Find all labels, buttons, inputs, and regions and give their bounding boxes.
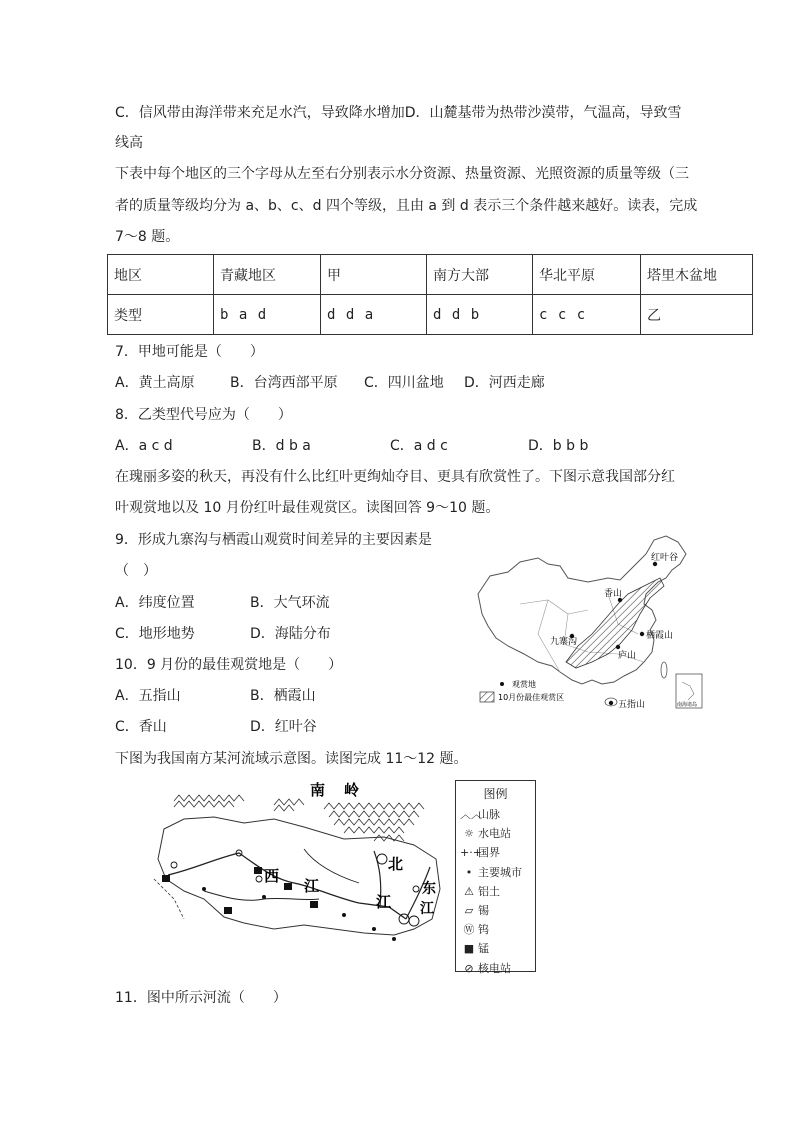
national-border [154,879,184,919]
question-11-stem: 11．图中所示河流（ ） [115,990,287,1006]
q10-option-d[interactable]: D．红叶谷 [250,719,317,735]
legend-area-icon [480,692,494,702]
legend-item: ⊘ 核电站 [460,959,522,978]
river-basin-map [144,779,452,971]
table-header-row [108,255,753,295]
label-lushan: 庐山 [618,651,637,661]
table-intro-line3: 7～8 题。 [115,229,180,245]
label-jiang-dong: 江 [420,901,434,917]
legend-item: +·+国界 [460,843,522,862]
tungsten-icon: Ⓦ [463,923,475,937]
table-cell: 类型 [108,295,214,335]
passage-line1: 在瑰丽多姿的秋天，再没有什么比红叶更绚灿夺目、更具有欣赏性了。下图示意我国部分红 [115,469,675,485]
question-10-stem: 10．9 月份的最佳观赏地是（ ） [115,657,343,673]
table-cell: d d a [321,295,427,335]
label-hongyegu: 红叶谷 [651,553,679,563]
china-red-leaf-map [468,534,708,716]
text-line: 线高 [115,135,143,151]
table-cell: b a d [214,295,321,335]
label-qixiashan: 栖霞山 [646,631,674,641]
table-cell: d d b [427,295,533,335]
mountain-icon: ︿︿ [460,808,482,821]
q10-option-a[interactable]: A．五指山 [115,688,181,704]
legend-item: Ⓦ 钨 [460,920,522,939]
q8-option-c[interactable]: C．a d c [390,438,448,454]
table-intro-line2: 者的质量等级均分为 a、b、c、d 四个等级，且由 a 到 d 表示三个条件越来越好。读表，完成 [115,198,698,214]
label-jiuzhaigou: 九寨沟 [550,637,578,647]
legend-item: • 主要城市 [460,863,522,882]
q7-option-c[interactable]: C．四川盆地 [364,375,444,391]
bauxite-icon: ⚠ [464,884,474,898]
legend-item: ⚠ 铝土 [460,882,522,901]
q9-option-d[interactable]: D．海陆分布 [250,626,331,642]
legend-title: 图例 [483,787,508,801]
label-ling: 岭 [344,781,360,799]
nuclear-icon: ⊘ [464,961,474,975]
legend-area-label: 10月份最佳观赏区 [498,693,565,702]
table-cell: 青藏地区 [214,255,321,295]
q9-option-a[interactable]: A．纬度位置 [115,595,195,611]
q10-option-b[interactable]: B．栖霞山 [250,688,316,704]
basin-outline [158,817,440,935]
hydropower-icons [171,850,419,892]
resource-table [107,254,753,335]
river-map-legend [455,780,536,975]
q7-option-d[interactable]: D．河西走廊 [464,375,545,391]
q7-option-a[interactable]: A．黄土高原 [115,375,195,391]
table-cell: 地区 [108,255,214,295]
table-intro-line1: 下表中每个地区的三个字母从左至右分别表示水分资源、热量资源、光照资源的质量等级（三 [115,166,689,182]
q8-option-a[interactable]: A．a c d [115,438,173,454]
legend-item: ︿︿山脉 [460,805,522,824]
table-cell: c c c [533,295,641,335]
question-7-stem: 7．甲地可能是（ ） [115,344,264,360]
table-cell: 华北平原 [533,255,641,295]
q9-option-b[interactable]: B．大气环流 [250,595,330,611]
label-xi: 西 [264,867,280,885]
table-row [108,295,753,335]
legend-point-icon [500,682,504,686]
label-xiangshan: 香山 [604,589,623,599]
q8-option-b[interactable]: B．d b a [252,438,311,454]
q10-option-c[interactable]: C．香山 [115,719,167,735]
table-cell: 甲 [321,255,427,295]
manganese-icon: ■ [463,942,475,956]
question-8-stem: 8．乙类型代号应为（ ） [115,407,292,423]
question-9-paren: （ ） [115,563,157,579]
hydropower-icon: ☼ [464,827,474,841]
border-icon: +·+ [460,846,482,860]
question-9-stem: 9．形成九寨沟与栖霞山观赏时间差异的主要因素是 [115,532,432,548]
label-jiang-bei: 江 [376,893,392,911]
table-cell: 乙 [641,295,753,335]
mountain-range [174,795,424,841]
legend-item: ■ 锰 [460,939,522,958]
wuzhishan-marker [609,701,613,705]
label-bei: 北 [388,855,404,873]
legend-item: ▱ 锡 [460,901,522,920]
table-cell: 南方大部 [427,255,533,295]
label-wuzhishan: 五指山 [618,700,646,710]
legend-point-label: 观赏地 [512,680,536,689]
q7-option-b[interactable]: B．台湾西部平原 [230,375,338,391]
table-cell: 塔里木盆地 [641,255,753,295]
label-dong: 东 [422,881,436,897]
label-nan: 南 [310,781,326,799]
lushan-marker [616,645,620,649]
q8-option-d[interactable]: D．b b b [528,438,589,454]
q9-option-c[interactable]: C．地形地势 [115,626,195,642]
option-c-d-line: C．信风带由海洋带来充足水汽，导致降水增加D．山麓基带为热带沙漠带，气温高，导致雪 [115,105,682,121]
manganese-icons [162,867,318,914]
label-jiang-xi: 江 [304,877,320,895]
tin-icon: ▱ [464,904,474,918]
city-icon: • [465,865,473,879]
passage-line3: 下图为我国南方某河流域示意图。读图完成 11～12 题。 [115,751,468,767]
legend-item: ☼ 水电站 [460,824,522,843]
passage-line2: 叶观赏地以及 10 月份红叶最佳观赏区。读图回答 9～10 题。 [115,500,500,516]
qixiashan-marker [640,632,644,636]
inset-label: 南海诸岛 [677,702,698,708]
